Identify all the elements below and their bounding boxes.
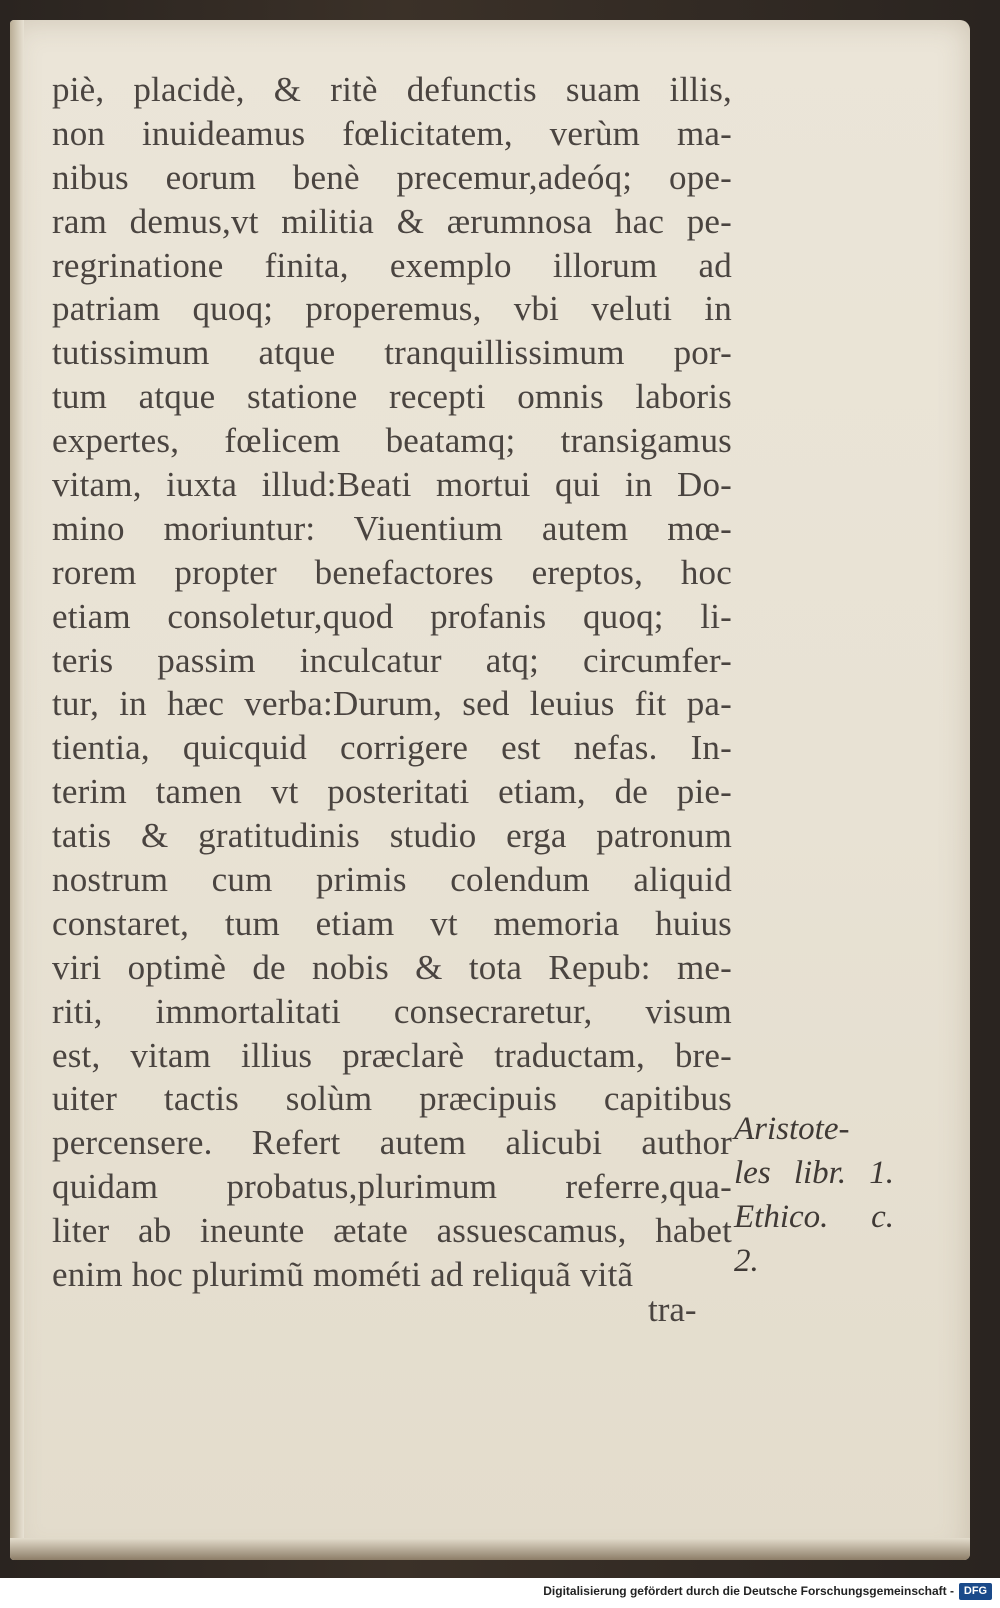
text-line: riti, immortalitati consecraretur, visum xyxy=(52,991,732,1031)
text-line: patriam quoq; properemus, vbi veluti in xyxy=(52,289,732,329)
funding-credit: Digitalisierung gefördert durch die Deutsche Forschungsgemeinschaft - xyxy=(543,1584,954,1598)
text-line: expertes, fœlicem beatamq; transigamus xyxy=(52,421,732,461)
text-line: tutissimum atque tranquillissimum por- xyxy=(52,333,732,373)
text-line: mino moriuntur: Viuentium autem mœ- xyxy=(52,508,732,548)
text-line: tum atque statione recepti omnis laboris xyxy=(52,377,732,417)
text-line: nibus eorum benè precemur,adeóq; ope- xyxy=(52,157,732,197)
text-line: tientia, quicquid corrigere est nefas. In- xyxy=(52,728,732,768)
page-bottom-edge xyxy=(10,1538,970,1560)
text-line: constaret, tum etiam vt memoria huius xyxy=(52,903,732,943)
margin-note-line: Ethico. c. xyxy=(734,1198,894,1235)
text-line: enim hoc plurimũ mométi ad reliquã vitã xyxy=(52,1255,634,1295)
text-line: quidam probatus,plurimum referre,qua- xyxy=(52,1167,732,1207)
margin-note-line: 2. xyxy=(734,1242,759,1279)
margin-note-line: Aristote- xyxy=(734,1111,850,1147)
text-line: piè, placidè, & ritè defunctis suam illis, xyxy=(52,70,732,109)
text-line: tatis & gratitudinis studio erga patronum xyxy=(52,816,732,856)
text-line: liter ab ineunte ætate assuescamus, habet xyxy=(52,1211,732,1251)
text-line: uiter tactis solùm præcipuis capitibus xyxy=(52,1079,732,1119)
text-line: non inuideamus fœlicitatem, verùm ma- xyxy=(52,113,732,153)
text-line: teris passim inculcatur atq; circumfer- xyxy=(52,640,732,680)
dfg-logo: DFG xyxy=(959,1583,992,1600)
margin-note xyxy=(734,1108,894,1284)
text-line: percensere. Refert autem alicubi author xyxy=(52,1123,732,1163)
text-line: regrinatione finita, exemplo illorum ad xyxy=(52,245,732,285)
text-line: terim tamen vt posteritati etiam, de pie- xyxy=(52,772,732,812)
text-line: ram demus,vt militia & ærumnosa hac pe- xyxy=(52,201,732,241)
body-text xyxy=(52,68,732,1297)
text-line: est, vitam illius præclarè traductam, bre- xyxy=(52,1035,732,1075)
text-line: vitam, iuxta illud:Beati mortui qui in Do- xyxy=(52,465,732,505)
catchword: tra- xyxy=(648,1290,697,1329)
text-line: viri optimè de nobis & tota Repub: me- xyxy=(52,947,732,987)
text-line: tur, in hæc verba:Durum, sed leuius fit pa- xyxy=(52,684,732,724)
text-line: nostrum cum primis colendum aliquid xyxy=(52,860,732,900)
text-line: rorem propter benefactores ereptos, hoc xyxy=(52,552,732,592)
text-line: etiam consoletur,quod profanis quoq; li- xyxy=(52,596,732,636)
margin-note-line: les libr. 1. xyxy=(734,1154,894,1191)
page-left-edge xyxy=(10,20,24,1560)
